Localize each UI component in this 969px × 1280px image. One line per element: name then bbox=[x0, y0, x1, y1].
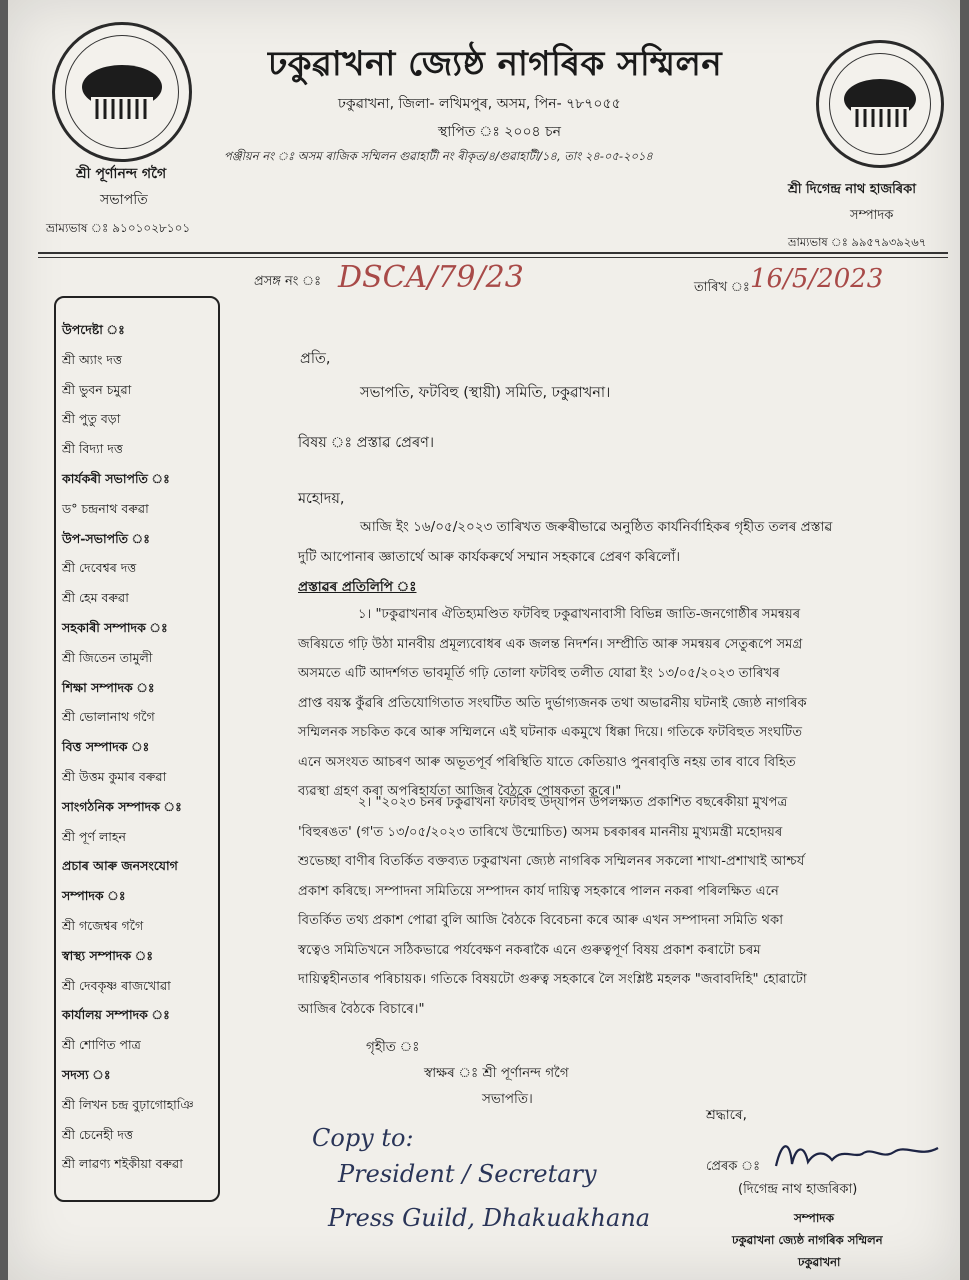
header-divider bbox=[38, 252, 948, 254]
resolution-line: বিতৰ্কিত তথ্য প্ৰকাশ পোৱা বুলি আজি বৈঠকে বিবেচনা কৰে আৰু এখন সম্পাদনা সমিতি থকা bbox=[298, 913, 784, 928]
committee-role-heading: বিত্ত সম্পাদক ঃ bbox=[62, 739, 150, 755]
committee-member-name: শ্ৰী ভোলানাথ গগৈ bbox=[62, 709, 155, 725]
regards: শ্ৰদ্ধাৰে, bbox=[706, 1107, 747, 1123]
sender-title: সম্পাদক bbox=[794, 1211, 835, 1225]
committee-member-name: শ্ৰী গজেশ্বৰ গগৈ bbox=[62, 918, 144, 933]
resolution-line: ১। "ঢকুৱাখনাৰ ঐতিহ্যমণ্ডিত ফটবিহু ঢকুৱাখনাবাসী বিভিন্ন জাতি-জনগোষ্ঠীৰ সমন্বয়ৰ bbox=[358, 607, 801, 622]
intro-line-2: দুটি আপোনাৰ জ্ঞাতাৰ্থে আৰু কাৰ্যকৰুৰ্থে সম্মান সহকাৰে প্ৰেৰণ কৰিলোঁ। bbox=[298, 549, 681, 565]
resolution-line: জৰিয়তে গঢ়ি উঠা মানবীয় প্ৰমূল্যবোধৰ এক জলন্ত নিদৰ্শন। সম্প্ৰীতি আৰু সমন্বয়ৰ সেতুৰূপে সমগ্ৰ bbox=[298, 636, 803, 652]
committee-member-name: শ্ৰী লাৱণ্য শইকীয়া বৰুৱা bbox=[62, 1156, 183, 1172]
committee-member-name: শ্ৰী উত্তম কুমাৰ বৰুৱা bbox=[62, 769, 167, 784]
handwritten-copy-to: Copy to: bbox=[312, 1124, 414, 1152]
salutation: মহোদয়, bbox=[298, 491, 345, 507]
resolution-line: শুভেচ্ছা বাণীৰ বিতৰ্কিত বক্তব্যত ঢকুৱাখনা জ্যেষ্ঠ নাগৰিক সম্মিলনৰ সকলো শাখা-প্ৰশাখাই আশ্চৰ্য bbox=[298, 854, 805, 869]
secretary-title: সম্পাদক bbox=[850, 208, 894, 223]
committee-role-heading: উপ-সভাপতি ঃ bbox=[62, 530, 150, 546]
committee-member-name: শ্ৰী লিখন চন্দ্ৰ বুঢ়াগোহাঞি bbox=[62, 1096, 194, 1112]
org-name: ঢকুৱাখনা জ্যেষ্ঠ নাগৰিক সম্মিলন bbox=[268, 44, 723, 84]
handwritten-copy-org: Press Guild, Dhakuakhana bbox=[328, 1204, 651, 1232]
registration-number: পঞ্জীয়ন নং ঃ অসম ৰাজিক সম্মিলন গুৱাহাটী নং ৰীকৃত/৪/গুৱাহাটী/১৪, তাং ২৪-০৫-২০১৪ bbox=[224, 149, 653, 163]
committee-role-heading: স্বাস্থ্য সম্পাদক ঃ bbox=[62, 947, 153, 963]
secretary-name: শ্ৰী দিগেন্দ্ৰ নাথ হাজৰিকা bbox=[788, 182, 916, 197]
right-seal-logo bbox=[816, 40, 944, 168]
org-address: ঢকুৱাখনা, জিলা- লখিমপুৰ, অসম, পিন- ৭৮৭০৫৫ bbox=[338, 96, 621, 112]
resolution-line: প্ৰকাশ কৰিছে। সম্পাদনা সমিতিয়ে সম্পাদন কাৰ্য দায়িত্ব সহকাৰে পালন নকৰা পৰিলক্ষিত এনে bbox=[298, 883, 779, 899]
committee-member-name: শ্ৰী হেম বৰুৱা bbox=[62, 590, 129, 606]
resolution-line: আজিৰ বৈঠকে বিচাৰে।" bbox=[298, 1001, 425, 1017]
secretary-signature bbox=[770, 1136, 950, 1176]
sender-org-place: ঢকুৱাখনা bbox=[798, 1255, 841, 1269]
committee-role-heading: উপদেষ্টা ঃ bbox=[62, 322, 125, 337]
committee-role-heading: শিক্ষা সম্পাদক ঃ bbox=[62, 679, 155, 695]
handwritten-copy-recipient: President / Secretary bbox=[338, 1160, 597, 1188]
committee-role-heading: সম্পাদক ঃ bbox=[62, 888, 126, 904]
committee-member-name: শ্ৰী ভুবন চমুৱা bbox=[62, 381, 132, 397]
date-value: 16/5/2023 bbox=[750, 264, 884, 294]
signed-line: স্বাক্ষৰ ঃ শ্ৰী পূৰ্ণানন্দ গগৈ bbox=[424, 1065, 569, 1081]
committee-role-heading: সদস্য ঃ bbox=[62, 1067, 111, 1082]
president-name: শ্ৰী পূৰ্ণানন্দ গগৈ bbox=[76, 166, 167, 182]
committee-sidebar bbox=[54, 296, 220, 1202]
established-year: স্থাপিত ঃ ২০০৪ চন bbox=[438, 124, 561, 140]
secretary-phone: ভ্ৰাম্যভাষ ঃ ৯৯৫৭৯৩৯২৬৭ bbox=[788, 235, 927, 249]
committee-role-heading: সাংগঠনিক সম্পাদক ঃ bbox=[62, 798, 182, 814]
subject: বিষয় ঃ প্ৰস্তাৱ প্ৰেৰণ। bbox=[298, 435, 435, 451]
committee-member-name: শ্ৰী পুতু বড়া bbox=[62, 411, 121, 427]
header-divider-thin bbox=[38, 257, 948, 258]
committee-member-name: শ্ৰী শোণিত পাত্ৰ bbox=[62, 1037, 141, 1053]
committee-member-name: শ্ৰী দেবেশ্বৰ দত্ত bbox=[62, 560, 137, 576]
resolution-line: প্ৰাপ্ত বয়স্ক কুঁৱৰি প্ৰতিযোগিতাত সংঘটিত অতি দুৰ্ভাগ্যজনক তথা অভাৱনীয় ঘটনাই জ্যেষ্ঠ নাগৰিক bbox=[298, 695, 807, 711]
to-label: প্ৰতি, bbox=[300, 351, 331, 367]
reference-label: প্ৰসঙ্গ নং ঃ bbox=[254, 274, 322, 289]
committee-member-name: শ্ৰী জিতেন তামুলী bbox=[62, 649, 153, 665]
committee-role-heading: সহকাৰী সম্পাদক ঃ bbox=[62, 620, 168, 635]
committee-role-heading: প্ৰচাৰ আৰু জনসংযোগ bbox=[62, 858, 178, 874]
date-label: তাৰিখ ঃ bbox=[694, 280, 750, 295]
committee-member-name: শ্ৰী দেবকৃষ্ণ ৰাজখোৱা bbox=[62, 977, 171, 993]
committee-member-name: শ্ৰী অ্যাং দত্ত bbox=[62, 351, 122, 367]
resolution-line: স্বত্বেও সমিতিখনে সঠিকভাৱে পৰ্যবেক্ষণ নকৰাকৈ এনে গুৰুত্বপূৰ্ণ বিষয় প্ৰকাশ কৰাটো চৰম bbox=[298, 942, 761, 958]
resolution-line: ব্যৱস্থা গ্ৰহণ কৰা অপৰিহাৰ্যতা আজিৰ বৈঠকে পোষকতা কৰে।" bbox=[298, 784, 622, 799]
resolution-line: সম্মিলনক সচকিত কৰে আৰু সম্মিলনে এই ঘটনাক একমুখে ধিক্কা দিয়ে। গতিকে ফটবিহুত সংঘটিত bbox=[298, 725, 803, 740]
resolution-line: দায়িত্বহীনতাৰ পৰিচায়ক। গতিকে বিষয়টো গুৰুত্ব সহকাৰে লৈ সংশ্লিষ্ট মহলক "জবাবদিহি" হোৱাটো bbox=[298, 972, 807, 987]
resolution-line: অসমতে এটি আদৰ্শগত ভাবমূৰ্তি গঢ়ি তোলা ফটবিহু তলীত যোৱা ইং ১৩/০৫/২০২৩ তাৰিখৰ bbox=[298, 666, 780, 681]
sender-org: ঢকুৱাখনা জ্যেষ্ঠ নাগৰিক সম্মিলন bbox=[732, 1233, 883, 1247]
committee-role-heading: কাৰ্যালয় সম্পাদক ঃ bbox=[62, 1007, 170, 1023]
left-seal-logo bbox=[52, 22, 192, 162]
sender-name: (দিগেন্দ্ৰ নাথ হাজৰিকা) bbox=[738, 1182, 858, 1197]
copy-heading: প্ৰস্তাৱৰ প্ৰতিলিপি ঃ bbox=[298, 579, 417, 595]
committee-member-name: শ্ৰী পূৰ্ণ লাহন bbox=[62, 828, 126, 844]
sender-label: প্ৰেৰক ঃ bbox=[706, 1159, 761, 1174]
committee-member-name: শ্ৰী বিদ্যা দত্ত bbox=[62, 441, 123, 457]
president-phone: ভ্ৰাম্যভাষ ঃ ৯১০১০২৮১০১ bbox=[46, 221, 191, 235]
recipient: সভাপতি, ফটবিহু (স্থায়ী) সমিতি, ঢকুৱাখনা। bbox=[360, 385, 611, 401]
resolution-line: এনে অসংযত আচৰণ আৰু অভূতপূৰ্ব পৰিস্থিতি যাতে কেতিয়াও পুনৰাবৃত্তি নহয় তাৰ বাবে বিহিত bbox=[298, 754, 796, 770]
intro-line-1: আজি ইং ১৬/০৫/২০২৩ তাৰিখত জৰুৰীভাৱে অনুষ্ঠিত কাৰ্যনিৰ্বাহিকৰ গৃহীত তলৰ প্ৰস্তাৱ bbox=[360, 519, 833, 535]
signed-title: সভাপতি। bbox=[482, 1091, 533, 1107]
committee-role-heading: কাৰ্যকৰী সভাপতি ঃ bbox=[62, 471, 170, 486]
committee-member-name: শ্ৰী চেনেহী দত্ত bbox=[62, 1126, 133, 1142]
president-title: সভাপতি bbox=[100, 192, 148, 208]
resolution-line: 'বিহুৰঙত' (গ'ত ১৩/০৫/২০২৩ তাৰিখে উন্মোচিত) অসম চৰকাৰৰ মাননীয় মুখ্যমন্ত্ৰী মহোদয়ৰ bbox=[298, 824, 783, 840]
resolution-line: ২। "২০২৩ চনৰ ঢকুৱাখনা ফটবিহু উদ্‌যাপন উপলক্ষ্যত প্ৰকাশিত বছৰেকীয়া মুখপত্ৰ bbox=[358, 795, 788, 810]
letterhead-sheet bbox=[8, 0, 960, 1280]
committee-member-name: ড° চন্দ্ৰনাথ বৰুৱা bbox=[62, 500, 149, 516]
accepted-label: গৃহীত ঃ bbox=[366, 1039, 420, 1055]
reference-number: DSCA/79/23 bbox=[338, 260, 524, 295]
